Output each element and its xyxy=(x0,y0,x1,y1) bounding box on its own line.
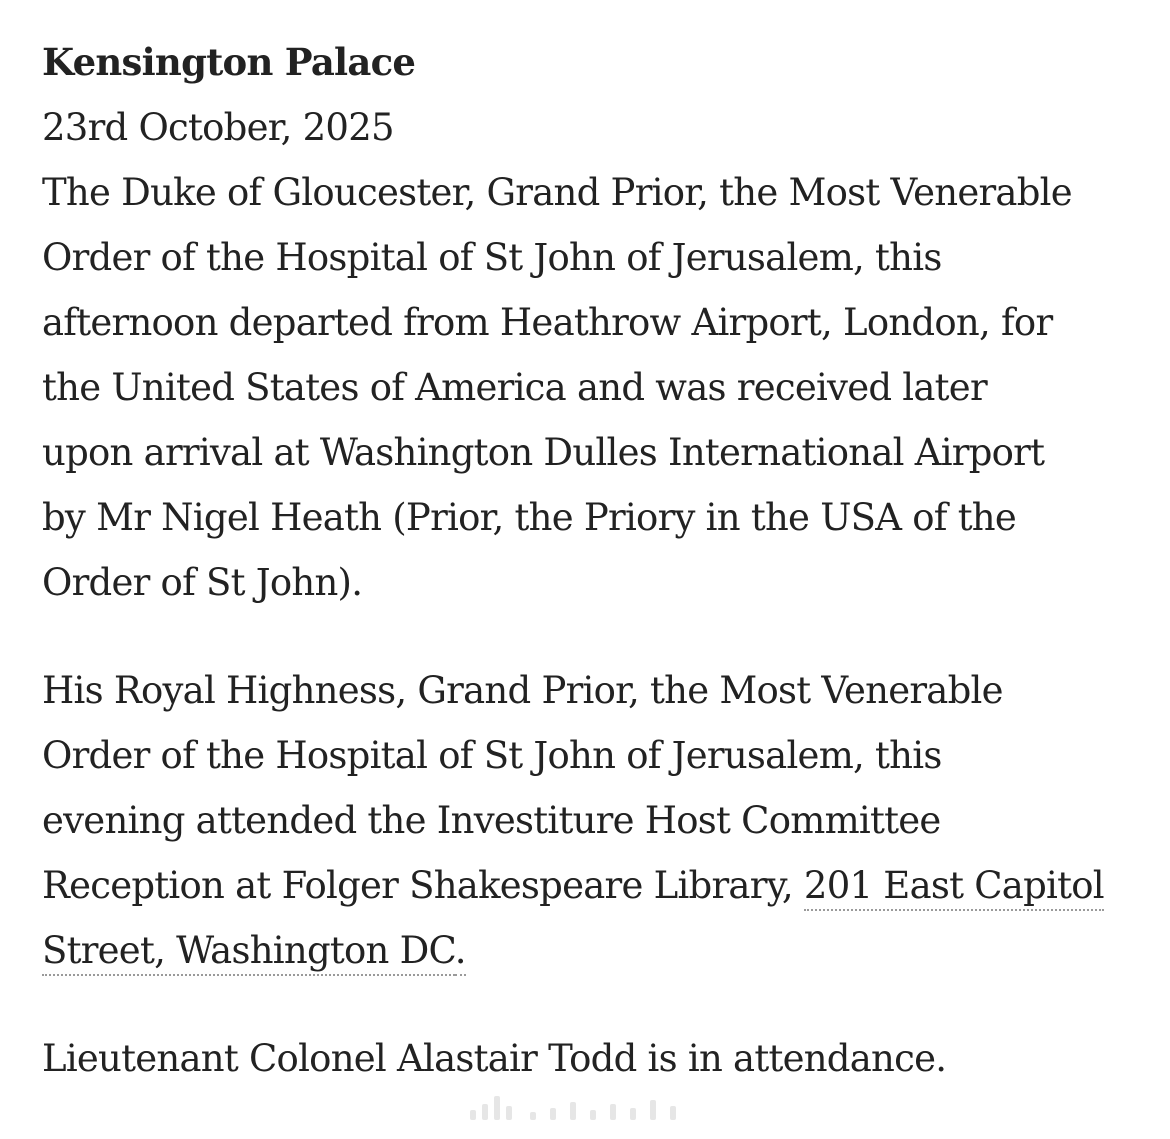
paragraph-spacer xyxy=(42,983,1102,1026)
paragraph-line: afternoon departed from Heathrow Airport, London, for xyxy=(42,301,1053,344)
paragraph-line xyxy=(42,853,1102,918)
paragraph-line: upon arrival at Washington Dulles International Airport xyxy=(42,431,1045,474)
paragraph-line: Order of the Hospital of St John of Jerusalem, this xyxy=(42,734,942,777)
paragraph-line: The Duke of Gloucester, Grand Prior, the Most Venerable xyxy=(42,171,1072,214)
paragraph-line: by Mr Nigel Heath (Prior, the Priory in the USA of the xyxy=(42,496,1017,539)
entry-date: 23rd October, 2025 xyxy=(42,106,394,149)
paragraph-line: evening attended the Investiture Host Committee xyxy=(42,799,941,842)
address-link-period[interactable]: . xyxy=(455,929,466,976)
paragraph-line: Order of St John). xyxy=(42,561,363,604)
source-heading: Kensington Palace xyxy=(42,40,416,84)
address-link-part2[interactable]: Street, Washington DC xyxy=(42,929,455,976)
paragraph-line xyxy=(42,918,1102,983)
paragraph-line: the United States of America and was received later xyxy=(42,366,987,409)
paragraph-spacer xyxy=(42,615,1102,658)
paragraph-reception xyxy=(42,658,1102,983)
paragraph-line: Order of the Hospital of St John of Jerusalem, this xyxy=(42,236,942,279)
paragraph-attendance: Lieutenant Colonel Alastair Todd is in attendance. xyxy=(42,1037,947,1080)
paragraph-line: His Royal Highness, Grand Prior, the Most Venerable xyxy=(42,669,1003,712)
watermark-logo-icon xyxy=(460,1090,710,1126)
reception-venue-text: Reception at Folger Shakespeare Library, xyxy=(42,864,804,907)
court-circular-entry xyxy=(42,30,1102,1091)
paragraph-departure xyxy=(42,160,1102,615)
address-link-part1[interactable]: 201 East Capitol xyxy=(804,864,1104,911)
